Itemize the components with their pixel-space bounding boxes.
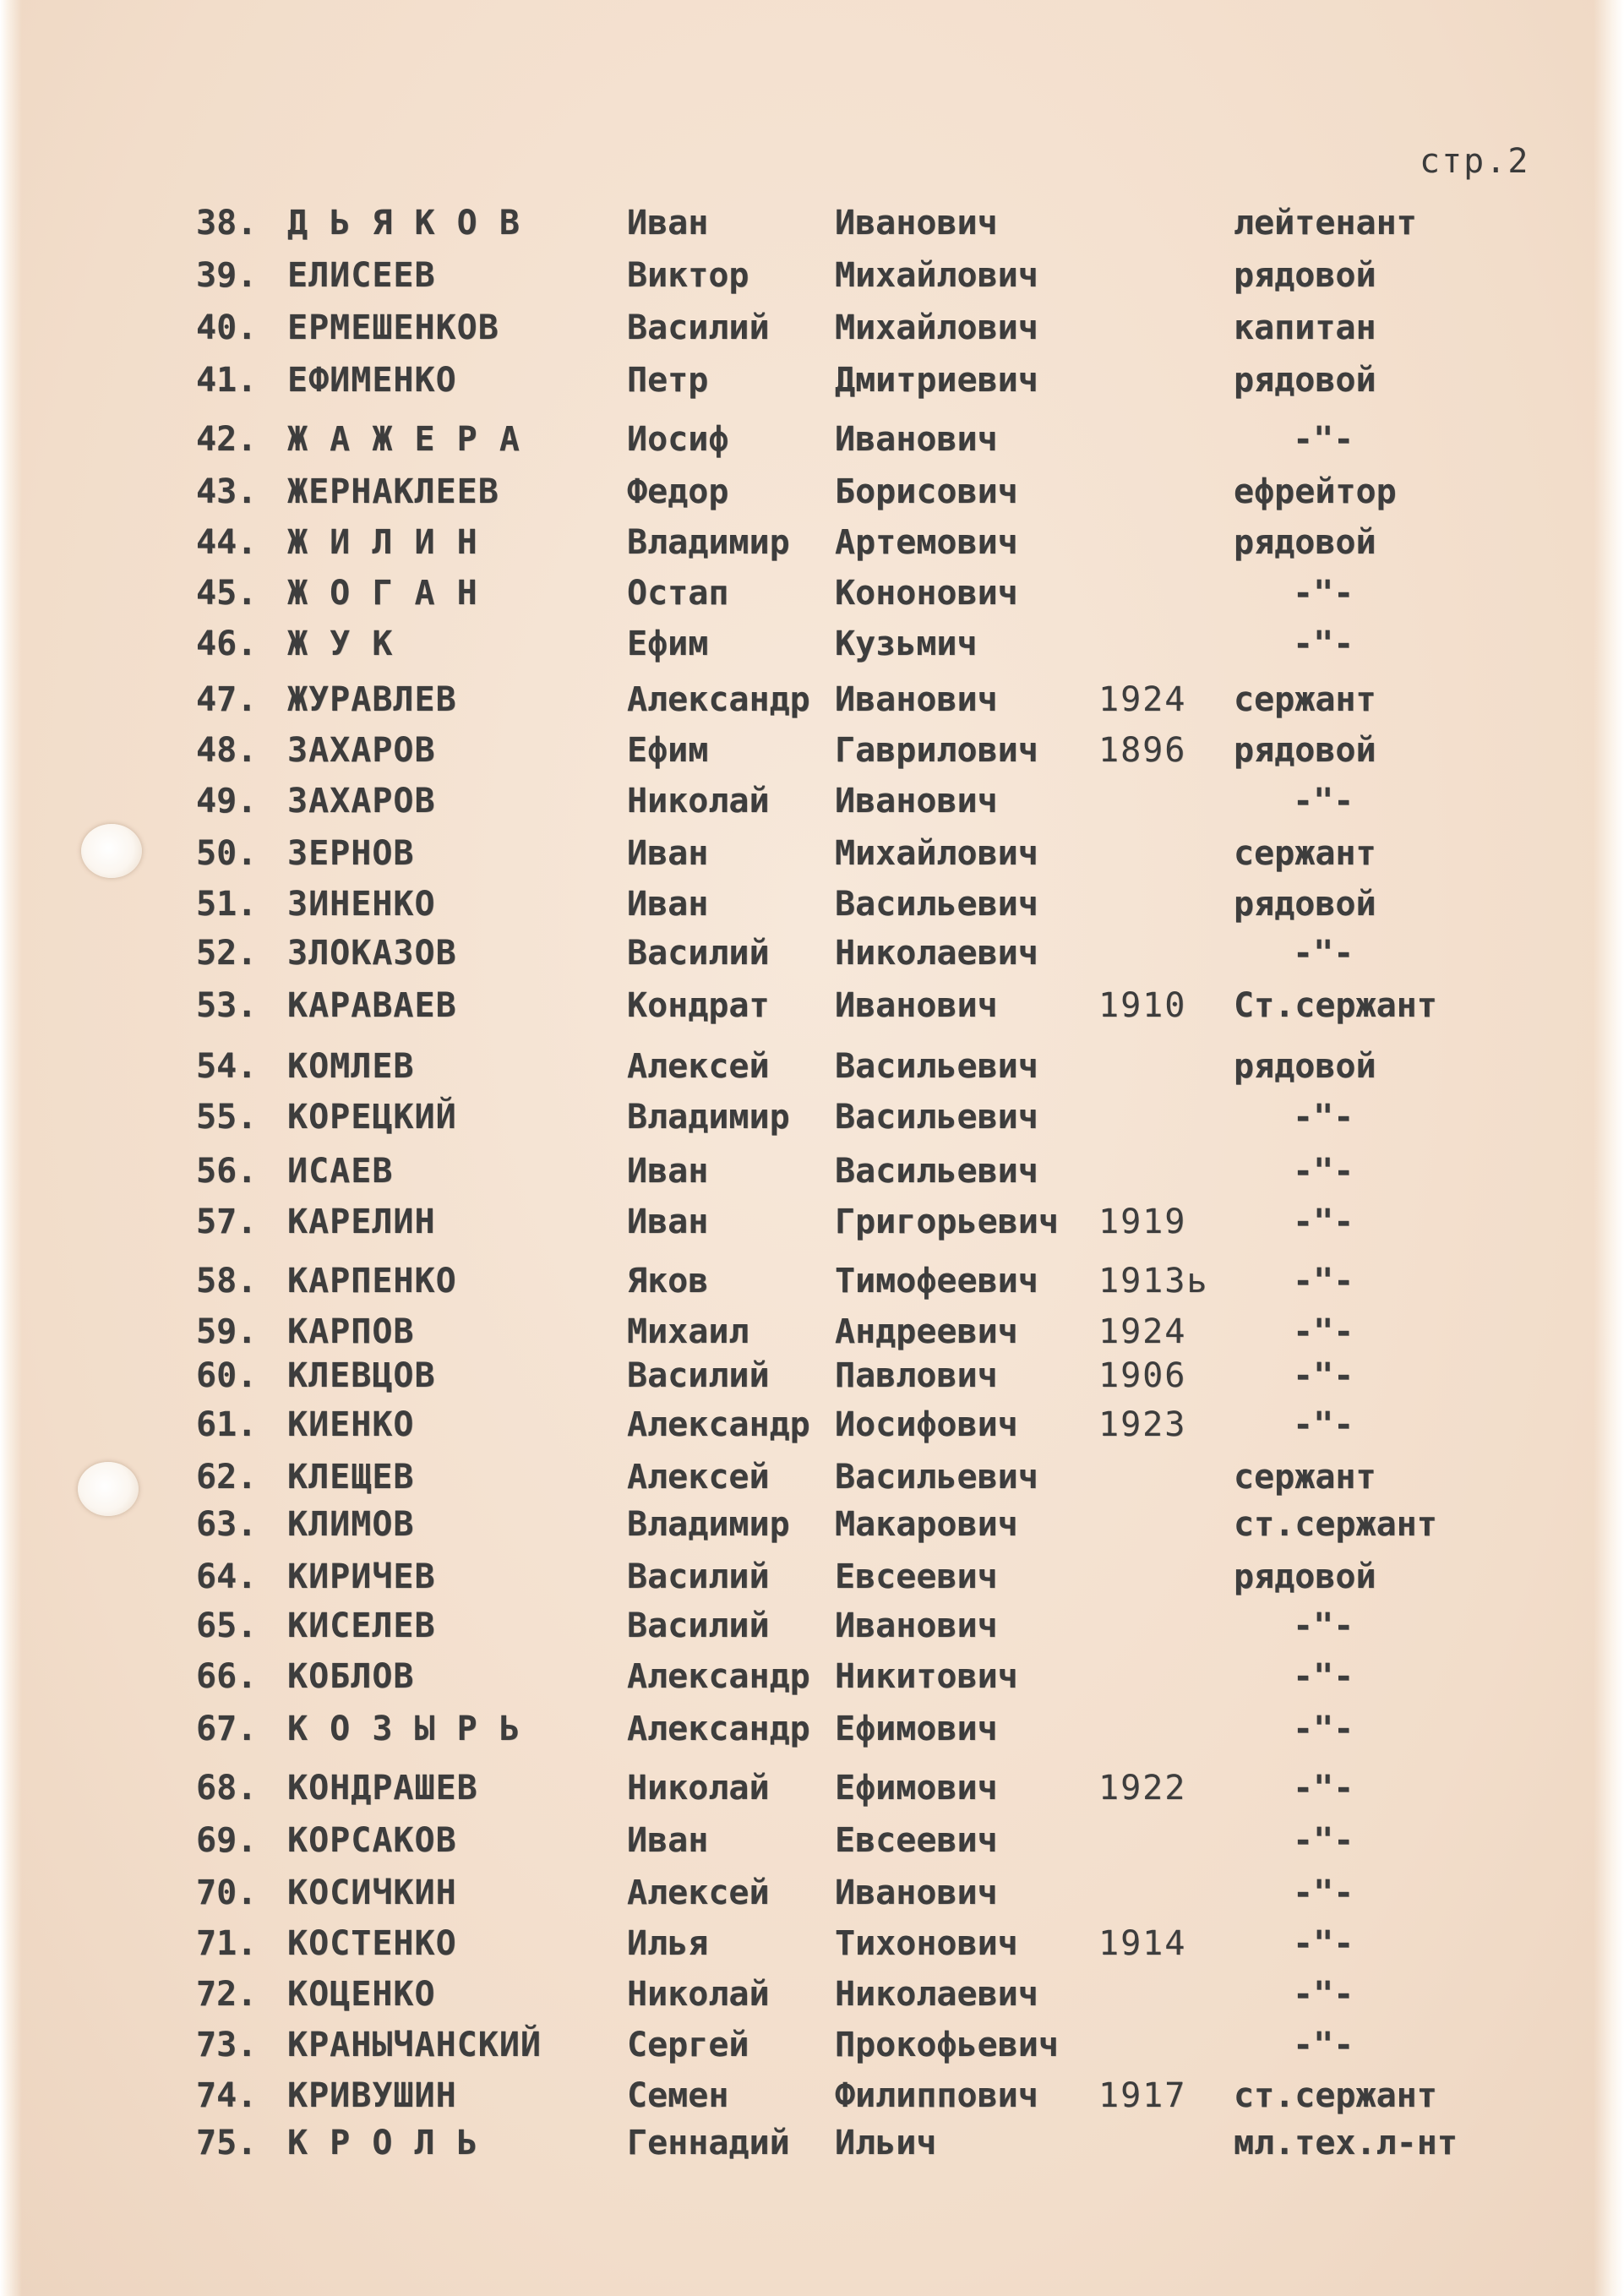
list-item [0, 355, 1624, 406]
first-name: Иван [627, 885, 709, 924]
surname: Ж И Л И Н [287, 523, 478, 562]
surname: КОЦЕНКО [287, 1975, 436, 2014]
first-name: Иван [627, 1152, 709, 1191]
rank: сержант [1234, 680, 1376, 719]
list-item [0, 980, 1624, 1031]
patronymic: Михайлович [835, 256, 1038, 295]
entry-number: 55. [196, 1098, 258, 1137]
entry-number: 49. [196, 782, 258, 821]
entry-number: 57. [196, 1203, 258, 1241]
patronymic: Кононович [835, 574, 1018, 613]
list-item [0, 1651, 1624, 1702]
first-name: Михаил [627, 1312, 749, 1351]
entry-number: 46. [196, 624, 258, 663]
entry-number: 72. [196, 1975, 258, 2014]
birth-year: 1922 [1098, 1769, 1187, 1808]
first-name: Семен [627, 2076, 729, 2115]
patronymic: Евсеевич [835, 1821, 998, 1860]
birth-year: 1906 [1098, 1356, 1187, 1395]
list-item [0, 1815, 1624, 1866]
birth-year: 1919 [1098, 1203, 1187, 1241]
patronymic: Иванович [835, 420, 998, 459]
birth-year: 1924 [1098, 1312, 1187, 1351]
surname: ЕРМЕШЕНКОВ [287, 308, 499, 347]
rank: -"- [1293, 1924, 1354, 1963]
surname: КРАНЫЧАНСКИЙ [287, 2026, 542, 2064]
entry-number: 58. [196, 1262, 258, 1301]
patronymic: Михайлович [835, 308, 1038, 347]
rank: рядовой [1234, 731, 1376, 770]
rank: -"- [1293, 420, 1354, 459]
patronymic: Иванович [835, 680, 998, 719]
entry-number: 59. [196, 1312, 258, 1351]
list-item [0, 1041, 1624, 1092]
surname: ЕФИМЕНКО [287, 361, 457, 400]
patronymic: Евсеевич [835, 1557, 998, 1596]
list-item [0, 303, 1624, 353]
surname: КОСИЧКИН [287, 1873, 457, 1912]
entry-number: 42. [196, 420, 258, 459]
entry-number: 41. [196, 361, 258, 400]
rank: -"- [1293, 1312, 1354, 1351]
entry-number: 66. [196, 1657, 258, 1696]
list-item [0, 2070, 1624, 2121]
patronymic: Никитович [835, 1657, 1018, 1696]
surname: КЛЕЩЕВ [287, 1458, 415, 1497]
surname: КОРСАКОВ [287, 1821, 457, 1860]
surname: К Р О Л Ь [287, 2124, 478, 2162]
surname: КЛЕВЦОВ [287, 1356, 436, 1395]
first-name: Владимир [627, 1098, 790, 1137]
surname: ЕЛИСЕЕВ [287, 256, 436, 295]
surname: КОНДРАШЕВ [287, 1769, 478, 1808]
rank: -"- [1293, 1262, 1354, 1301]
first-name: Ефим [627, 731, 709, 770]
surname: К О З Ы Р Ь [287, 1710, 520, 1748]
list-item [0, 776, 1624, 826]
entry-number: 74. [196, 2076, 258, 2115]
list-item [0, 828, 1624, 879]
rank: сержант [1234, 1458, 1376, 1497]
entry-number: 56. [196, 1152, 258, 1191]
patronymic: Ефимович [835, 1710, 998, 1748]
patronymic: Кузьмич [835, 624, 978, 663]
rank: -"- [1293, 1657, 1354, 1696]
patronymic: Ефимович [835, 1769, 998, 1808]
surname: ЗЛОКАЗОВ [287, 934, 457, 973]
birth-year: 1924 [1098, 680, 1187, 719]
list-item [0, 619, 1624, 669]
list-item [0, 1868, 1624, 1918]
entry-number: 50. [196, 834, 258, 873]
first-name: Александр [627, 1710, 810, 1748]
list-item [0, 1256, 1624, 1306]
rank: мл.тех.л-нт [1234, 2124, 1458, 2162]
entry-number: 70. [196, 1873, 258, 1912]
patronymic: Васильевич [835, 885, 1038, 924]
rank: -"- [1293, 1975, 1354, 2014]
list-item [0, 568, 1624, 619]
first-name: Иван [627, 1821, 709, 1860]
entry-number: 73. [196, 2026, 258, 2064]
first-name: Яков [627, 1262, 709, 1301]
entry-number: 47. [196, 680, 258, 719]
list-item [0, 1146, 1624, 1197]
patronymic: Макарович [835, 1505, 1018, 1544]
rank: капитан [1234, 308, 1376, 347]
surname: ЗЕРНОВ [287, 834, 415, 873]
list-item [0, 517, 1624, 568]
entry-number: 75. [196, 2124, 258, 2162]
rank: -"- [1293, 1152, 1354, 1191]
patronymic: Михайлович [835, 834, 1038, 873]
list-item [0, 725, 1624, 776]
list-item [0, 1969, 1624, 2020]
entry-number: 62. [196, 1458, 258, 1497]
list-item [0, 1197, 1624, 1247]
first-name: Иван [627, 204, 709, 243]
rank: -"- [1293, 1873, 1354, 1912]
first-name: Иван [627, 1203, 709, 1241]
entry-number: 39. [196, 256, 258, 295]
entry-number: 48. [196, 731, 258, 770]
rank: ефрейтор [1234, 472, 1397, 511]
patronymic: Иванович [835, 782, 998, 821]
rank: -"- [1293, 1356, 1354, 1395]
first-name: Василий [627, 308, 770, 347]
entry-number: 68. [196, 1769, 258, 1808]
first-name: Александр [627, 680, 810, 719]
surname: Ж У К [287, 624, 394, 663]
list-item [0, 928, 1624, 979]
rank: рядовой [1234, 1047, 1376, 1086]
rank: -"- [1293, 1203, 1354, 1241]
rank: -"- [1293, 1606, 1354, 1645]
first-name: Иосиф [627, 420, 729, 459]
patronymic: Иванович [835, 204, 998, 243]
first-name: Илья [627, 1924, 709, 1963]
surname: ЗАХАРОВ [287, 731, 436, 770]
first-name: Алексей [627, 1873, 770, 1912]
birth-year: 1914 [1098, 1924, 1187, 1963]
first-name: Николай [627, 1975, 770, 2014]
surname: КОМЛЕВ [287, 1047, 415, 1086]
surname: Д Ь Я К О В [287, 204, 520, 243]
first-name: Николай [627, 782, 770, 821]
surname: ЗИНЕНКО [287, 885, 436, 924]
entry-number: 67. [196, 1710, 258, 1748]
first-name: Алексей [627, 1047, 770, 1086]
surname: КАРЕЛИН [287, 1203, 436, 1241]
first-name: Василий [627, 1606, 770, 1645]
entry-number: 64. [196, 1557, 258, 1596]
birth-year: 1913ь [1098, 1262, 1209, 1301]
patronymic: Прокофьевич [835, 2026, 1059, 2064]
list-item [0, 1399, 1624, 1450]
rank: -"- [1293, 1098, 1354, 1137]
rank: -"- [1293, 782, 1354, 821]
patronymic: Николаевич [835, 934, 1038, 973]
rank: рядовой [1234, 523, 1376, 562]
entry-number: 38. [196, 204, 258, 243]
entry-number: 52. [196, 934, 258, 973]
patronymic: Ильич [835, 2124, 937, 2162]
entry-number: 40. [196, 308, 258, 347]
surname: КАРАВАЕВ [287, 986, 457, 1025]
rank: -"- [1293, 2026, 1354, 2064]
entry-number: 69. [196, 1821, 258, 1860]
entry-number: 54. [196, 1047, 258, 1086]
rank: лейтенант [1234, 204, 1417, 243]
entry-number: 44. [196, 523, 258, 562]
patronymic: Васильевич [835, 1098, 1038, 1137]
first-name: Николай [627, 1769, 770, 1808]
list-item [0, 466, 1624, 517]
rank: -"- [1293, 1821, 1354, 1860]
rank: -"- [1293, 1769, 1354, 1808]
first-name: Сергей [627, 2026, 749, 2064]
entry-number: 60. [196, 1356, 258, 1395]
list-item [0, 198, 1624, 248]
list-item [0, 1601, 1624, 1651]
surname: ИСАЕВ [287, 1152, 394, 1191]
birth-year: 1910 [1098, 986, 1187, 1025]
patronymic: Васильевич [835, 1458, 1038, 1497]
first-name: Петр [627, 361, 709, 400]
surname: КИЕНКО [287, 1405, 415, 1444]
rank: рядовой [1234, 256, 1376, 295]
birth-year: 1923 [1098, 1405, 1187, 1444]
first-name: Василий [627, 934, 770, 973]
entry-number: 71. [196, 1924, 258, 1963]
first-name: Федор [627, 472, 729, 511]
rank: -"- [1293, 624, 1354, 663]
surname: ЖЕРНАКЛЕЕВ [287, 472, 499, 511]
list-item [0, 1452, 1624, 1502]
first-name: Василий [627, 1557, 770, 1596]
patronymic: Тихонович [835, 1924, 1018, 1963]
patronymic: Иванович [835, 1606, 998, 1645]
surname: ЗАХАРОВ [287, 782, 436, 821]
first-name: Александр [627, 1405, 810, 1444]
patronymic: Николаевич [835, 1975, 1038, 2014]
page-number: стр.2 [1420, 142, 1530, 181]
entry-number: 53. [196, 986, 258, 1025]
list-item [0, 1704, 1624, 1754]
rank: рядовой [1234, 361, 1376, 400]
patronymic: Артемович [835, 523, 1018, 562]
rank: -"- [1293, 934, 1354, 973]
surname: КОБЛОВ [287, 1657, 415, 1696]
entry-number: 45. [196, 574, 258, 613]
birth-year: 1917 [1098, 2076, 1187, 2115]
surname: КОРЕЦКИЙ [287, 1098, 457, 1137]
first-name: Владимир [627, 1505, 790, 1544]
list-item [0, 1306, 1624, 1357]
patronymic: Иванович [835, 986, 998, 1025]
list-item [0, 1918, 1624, 1969]
first-name: Владимир [627, 523, 790, 562]
rank: сержант [1234, 834, 1376, 873]
rank: Ст.сержант [1234, 986, 1437, 1025]
patronymic: Васильевич [835, 1152, 1038, 1191]
rank: рядовой [1234, 1557, 1376, 1596]
patronymic: Иосифович [835, 1405, 1018, 1444]
surname: КОСТЕНКО [287, 1924, 457, 1963]
patronymic: Андреевич [835, 1312, 1018, 1351]
entry-number: 61. [196, 1405, 258, 1444]
rank: -"- [1293, 574, 1354, 613]
patronymic: Павлович [835, 1356, 998, 1395]
surname: КРИВУШИН [287, 2076, 457, 2115]
list-item [0, 2118, 1624, 2168]
entry-number: 65. [196, 1606, 258, 1645]
surname: КИРИЧЕВ [287, 1557, 436, 1596]
surname: КАРПОВ [287, 1312, 415, 1351]
surname: Ж А Ж Е Р А [287, 420, 520, 459]
patronymic: Борисович [835, 472, 1018, 511]
list-item [0, 2020, 1624, 2070]
list-item [0, 250, 1624, 301]
first-name: Кондрат [627, 986, 770, 1025]
first-name: Василий [627, 1356, 770, 1395]
surname: КАРПЕНКО [287, 1262, 457, 1301]
list-item [0, 414, 1624, 465]
list-item [0, 1350, 1624, 1401]
list-item [0, 1552, 1624, 1602]
list-item [0, 1092, 1624, 1143]
first-name: Алексей [627, 1458, 770, 1497]
first-name: Александр [627, 1657, 810, 1696]
rank: -"- [1293, 1405, 1354, 1444]
surname: ЖУРАВЛЕВ [287, 680, 457, 719]
entry-number: 63. [196, 1505, 258, 1544]
list-item [0, 674, 1624, 725]
patronymic: Дмитриевич [835, 361, 1038, 400]
entry-number: 43. [196, 472, 258, 511]
first-name: Геннадий [627, 2124, 790, 2162]
patronymic: Григорьевич [835, 1203, 1059, 1241]
list-item [0, 879, 1624, 930]
patronymic: Тимофеевич [835, 1262, 1038, 1301]
patronymic: Филиппович [835, 2076, 1038, 2115]
patronymic: Гаврилович [835, 731, 1038, 770]
rank: ст.сержант [1234, 2076, 1437, 2115]
surname: Ж О Г А Н [287, 574, 478, 613]
patronymic: Васильевич [835, 1047, 1038, 1086]
list-item [0, 1763, 1624, 1813]
birth-year: 1896 [1098, 731, 1187, 770]
surname: КЛИМОВ [287, 1505, 415, 1544]
patronymic: Иванович [835, 1873, 998, 1912]
rank: рядовой [1234, 885, 1376, 924]
rank: ст.сержант [1234, 1505, 1437, 1544]
first-name: Виктор [627, 256, 749, 295]
first-name: Ефим [627, 624, 709, 663]
surname: КИСЕЛЕВ [287, 1606, 436, 1645]
first-name: Остап [627, 574, 729, 613]
rank: -"- [1293, 1710, 1354, 1748]
entry-number: 51. [196, 885, 258, 924]
list-item [0, 1499, 1624, 1550]
first-name: Иван [627, 834, 709, 873]
